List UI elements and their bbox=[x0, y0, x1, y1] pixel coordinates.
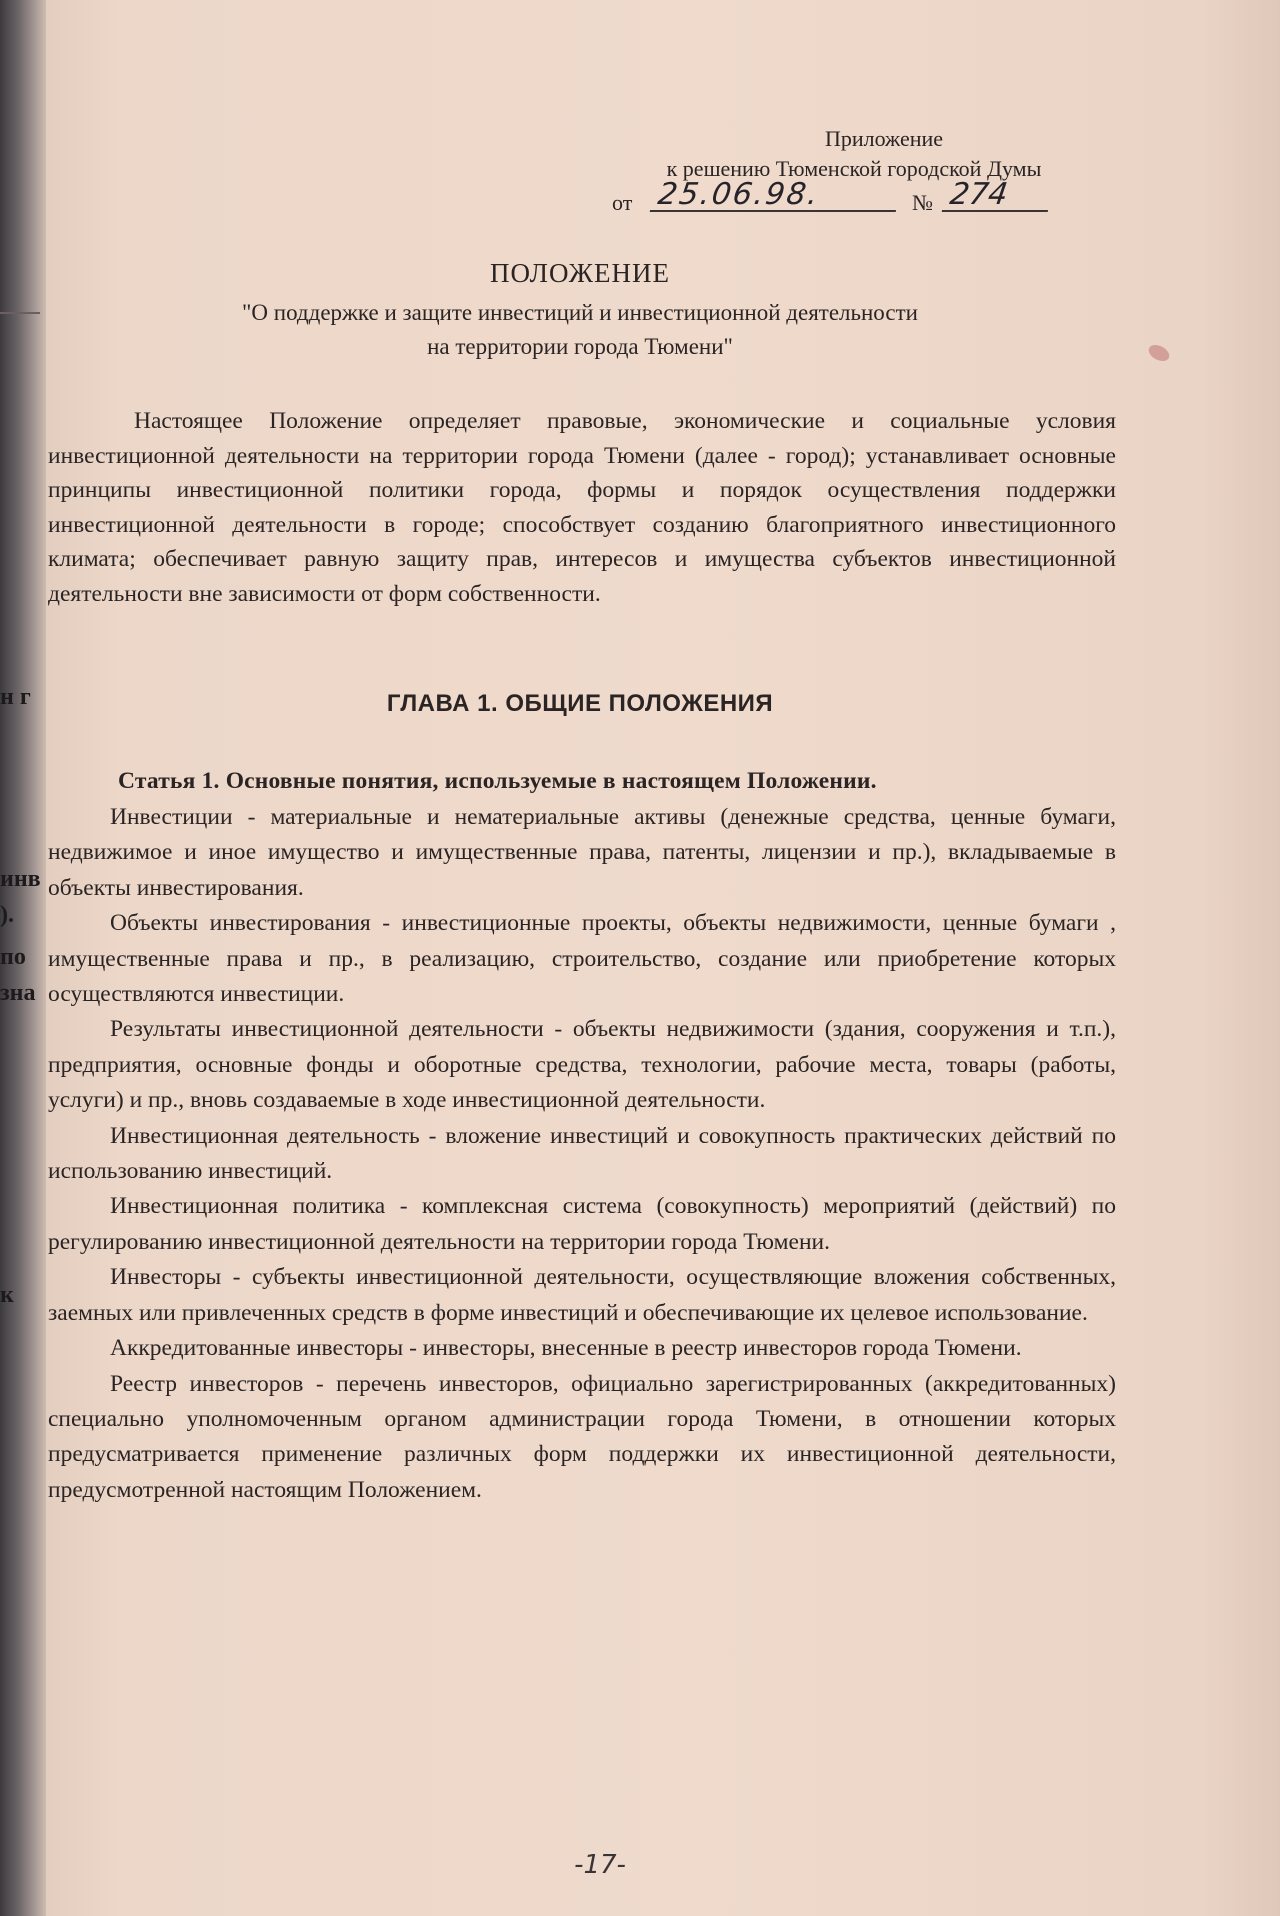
definition-paragraph: Инвестиции - материальные и нематериальные активы (денежные средства, ценные бумаги, недвижимое и иное имущество и имущественные права, патенты, лицензии и пр.), вкладываемые в объекты инвестирования. bbox=[48, 804, 1116, 901]
appendix-label: Приложение bbox=[824, 126, 944, 151]
subtitle-line: на территории города Тюмени" bbox=[427, 334, 733, 359]
intro-paragraph: Настоящее Положение определяет правовые, экономические и социальные условия инвестиционной деятельности на территории города Тюмени (далее - город); устанавливает основные принципы инвестиционной политики города, формы и порядок осуществления поддержки инвестиционной деятельности в городе; способствует созданию благоприятного инвестиционного климата; обеспечивает равную защиту прав, интересов и имущества субъектов инвестиционной деятельности вне зависимости от форм собственности. bbox=[48, 408, 1116, 607]
ink-smudge bbox=[1146, 342, 1172, 365]
definition-paragraph: Аккредитованные инвесторы - инвесторы, внесенные в реестр инвесторов города Тюмени. bbox=[110, 1335, 1022, 1362]
edge-fragment: зна bbox=[0, 980, 36, 1006]
article-heading: Статья 1. Основные понятия, используемые в настоящем Положении. bbox=[118, 768, 877, 794]
number-label: № bbox=[912, 190, 933, 215]
definition-paragraph: Реестр инвесторов - перечень инвесторов, официально зарегистрированных (аккредитованных) специально уполномоченным органом администрации города Тюмени, в отношении которых предусматривается применение различных форм поддержки их инвестиционной деятельности, предусмотренной настоящим Положением. bbox=[48, 1370, 1116, 1503]
document-title: ПОЛОЖЕНИЕ bbox=[490, 258, 670, 288]
handwritten-number: 274 bbox=[942, 180, 1052, 212]
date-number-row bbox=[584, 177, 1124, 224]
chapter-heading: ГЛАВА 1. ОБЩИЕ ПОЛОЖЕНИЯ bbox=[386, 690, 774, 717]
edge-fragment: к bbox=[0, 1282, 14, 1308]
approval-header bbox=[584, 124, 1124, 224]
edge-fragment: н г bbox=[0, 684, 31, 710]
definition-paragraph: Инвестиционная политика - комплексная система (совокупность) мероприятий (действий) по регулированию инвестиционной деятельности на территории города Тюмени. bbox=[48, 1193, 1116, 1255]
document-subtitle bbox=[110, 296, 1050, 364]
definition-paragraph: Результаты инвестиционной деятельности - объекты недвижимости (здания, сооружения и т.п.), предприятия, основные фонды и оборотные средства, технологии, рабочие места, товары (работы, услуги) и пр., вновь создаваемые в ходе инвестиционной деятельности. bbox=[48, 1016, 1116, 1114]
handwritten-date: 25.06.98. bbox=[650, 180, 900, 212]
edge-fragment: по bbox=[0, 944, 26, 970]
definition-paragraph: Инвестиционная деятельность - вложение инвестиций и совокупность практических действий по использованию инвестиций. bbox=[48, 1122, 1116, 1185]
edge-fragment: инв bbox=[0, 866, 41, 892]
subtitle-line: "О поддержке и защите инвестиций и инвестиционной деятельности bbox=[242, 300, 918, 325]
edge-rule bbox=[0, 312, 40, 314]
decision-reference: к решению Тюменской городской Думы bbox=[666, 156, 1042, 181]
definitions-list bbox=[48, 800, 1116, 1508]
definition-paragraph: Инвесторы - субъекты инвестиционной деятельности, осуществляющие вложения собственных, заемных или привлеченных средств в форме инвестиций и обеспечивающие их целевое использование. bbox=[48, 1264, 1116, 1326]
edge-fragment: ). bbox=[0, 902, 14, 928]
from-label: от bbox=[612, 190, 633, 215]
definition-paragraph: Объекты инвестирования - инвестиционные проекты, объекты недвижимости, ценные бумаги , имущественные права и пр., в реализацию, строительство, создание или приобретение которых осуществляются инвестиции. bbox=[48, 910, 1116, 1008]
page-number: -17- bbox=[574, 1850, 626, 1880]
